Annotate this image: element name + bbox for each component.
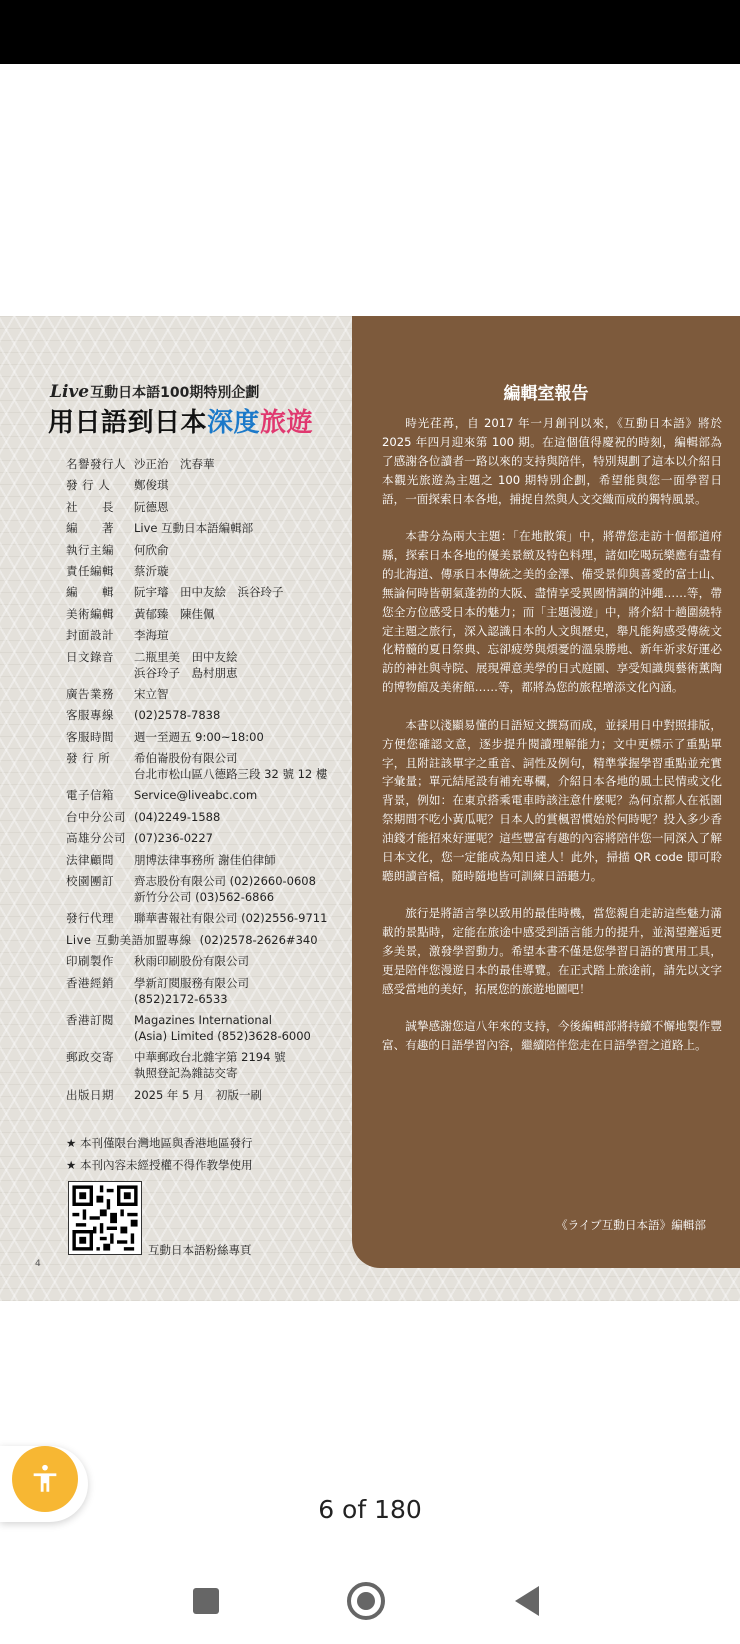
credit-label: Live 互動美語加盟專線: [66, 932, 192, 947]
credit-value-line: 齊志股份有限公司 (02)2660-0608: [134, 874, 316, 889]
logo-text: 互動日本語100期特別企劃: [90, 385, 260, 401]
credit-label: 編 輯: [66, 585, 114, 600]
credit-value-line: 學新訂閱服務有限公司: [134, 975, 249, 990]
credit-label: 校園團訂: [66, 874, 114, 889]
credit-row: [66, 787, 352, 803]
credit-label: 廣告業務: [66, 686, 114, 701]
page-number: 4: [35, 1259, 41, 1269]
triangle-back-icon: [515, 1586, 539, 1616]
credit-value: [134, 520, 352, 536]
credit-row: [66, 606, 352, 622]
title-part-1: 用日語到日本: [48, 408, 208, 438]
credit-label: 印刷製作: [66, 954, 114, 969]
credit-value-line: (Asia) Limited (852)3628-6000: [134, 1028, 311, 1043]
title-part-2: 深度: [207, 408, 261, 438]
credit-value: [134, 809, 352, 825]
note-copyright: ★ 本刊內容未經授權不得作教學使用: [66, 1158, 253, 1172]
credit-value-line: 宋立智: [134, 686, 169, 701]
nav-recents-button[interactable]: [181, 1576, 231, 1626]
credit-row: [66, 830, 352, 846]
credit-label: 社 長: [66, 499, 114, 514]
credit-value: [134, 499, 352, 515]
credit-value-line: Magazines International: [134, 1012, 272, 1027]
credit-row: [66, 910, 352, 926]
credit-label: 編 著: [66, 521, 114, 536]
notes: [66, 1132, 252, 1176]
editorial-panel: [352, 316, 740, 1268]
credit-label: 美術編輯: [66, 606, 114, 621]
credit-value: [134, 477, 352, 493]
credit-row: [66, 456, 352, 472]
credit-value-line: 蔡沂璇: [134, 563, 169, 578]
credits-list: [66, 456, 352, 1108]
credit-row: [66, 953, 352, 969]
credit-label: 台中分公司: [66, 809, 126, 824]
credit-value-line: 阮宇璿 田中友絵 浜谷玲子: [134, 585, 284, 600]
credit-label: 法律顧問: [66, 852, 114, 867]
credit-label: 日文錄音: [66, 649, 114, 664]
credit-value-line: 鄭俊琪: [134, 478, 169, 493]
credit-value: [134, 686, 352, 702]
credit-value-line: (07)236-0227: [134, 831, 213, 846]
credit-row: [66, 809, 352, 825]
credit-value: [134, 910, 352, 926]
credit-value: [134, 830, 352, 846]
credit-row: [66, 627, 352, 643]
credit-row: [66, 852, 352, 868]
credit-label: 客服專線: [66, 708, 114, 723]
credit-row: [66, 707, 352, 723]
credit-label: 郵政交寄: [66, 1050, 114, 1065]
credit-value: [134, 584, 352, 600]
credit-value-line: (02)2578-7838: [134, 708, 221, 723]
credit-row: [66, 750, 352, 782]
editorial-paragraph: 誠摯感謝您這八年來的支持，今後編輯部將持續不懈地製作豐富、有趣的日語學習內容，繼續陪伴您走在日語學習之道路上。: [382, 1019, 722, 1053]
credit-row: [66, 584, 352, 600]
qr-code-icon: [69, 1182, 141, 1254]
nav-home-button[interactable]: [341, 1576, 391, 1626]
qr-code: [68, 1181, 142, 1255]
colophon-column: [0, 316, 352, 1301]
credit-value: [134, 953, 352, 969]
credit-value-line: 朋博法律事務所 謝佳伯律師: [134, 852, 276, 867]
credit-label: 香港訂閱: [66, 1012, 114, 1027]
credit-value: [134, 750, 352, 782]
logo-line: [50, 382, 259, 402]
credit-label: 高雄分公司: [66, 831, 126, 846]
credit-row: [66, 932, 352, 948]
credit-value: [134, 563, 352, 579]
credit-value-line: (04)2249-1588: [134, 809, 221, 824]
credit-row: [66, 1012, 352, 1044]
credit-value-line: (02)2578-2626#340: [199, 932, 318, 947]
credit-value-line: 浜谷玲子 島村朋恵: [134, 665, 238, 680]
credit-value-line: 何欣俞: [134, 542, 169, 557]
credit-row: [66, 1087, 352, 1103]
credit-value-line: 李海瑄: [134, 628, 169, 643]
page-indicator: 6 of 180: [318, 1495, 422, 1524]
document-page: [0, 316, 740, 1301]
credit-row: [66, 1049, 352, 1081]
page-title: [48, 402, 313, 439]
credit-label: 發 行 所: [66, 751, 111, 766]
credit-row: [66, 873, 352, 905]
editorial-paragraph: 本書以淺顯易懂的日語短文撰寫而成，並採用日中對照排版，方便您確認文意，逐步提升閱讀理解能力；文中更標示了重點單字，且附註該單字之重音、詞性及例句，精準掌握學習重點並充實字彙量；單元結尾設有補充專欄，介紹日本各地的風土民情或文化背景，例如：在東京搭乘電車時該注意什麼呢？為何京都人在祇園祭期間不吃小黃瓜呢？日本人的賞楓習慣始於何時呢？投入多少香油錢才能招來好運呢？這些豐富有趣的內容將陪伴您一同深入了解日本文化，您一定能成為知日達人！此外，掃描 QR code 即可聆聽朗讀音檔，隨時隨地皆可訓練日語聽力。: [382, 717, 722, 883]
editorial-body: [382, 414, 722, 1074]
square-icon: [193, 1588, 219, 1614]
credit-value: [134, 1049, 352, 1081]
note-distribution: ★ 本刊僅限台灣地區與香港地區發行: [66, 1136, 253, 1150]
credit-value: [134, 707, 352, 723]
credit-value: [134, 456, 352, 472]
title-part-3: 旅遊: [260, 408, 314, 438]
credit-label: 執行主編: [66, 542, 114, 557]
credit-value-line: (852)2172-6533: [134, 991, 228, 1006]
credit-row: [66, 499, 352, 515]
credit-value-line: 沙正治 沈春華: [134, 457, 215, 471]
qr-label: 互動日本語粉絲專頁: [148, 1243, 252, 1257]
credit-row: [66, 477, 352, 493]
system-nav-bar: [0, 1560, 740, 1644]
credit-label: 發行代理: [66, 911, 114, 926]
credit-value-line: 二瓶里美 田中友絵: [134, 649, 238, 664]
credit-value-line: 希伯崙股份有限公司: [134, 751, 238, 766]
credit-value: [200, 932, 352, 948]
credit-row: [66, 542, 352, 558]
editorial-paragraph: 本書分為兩大主題：「在地散策」中，將帶您走訪十個都道府縣，探索日本各地的優美景緻及特色料理，諸如吃喝玩樂應有盡有的北海道、傳承日本傳統之美的金澤、備受景仰與喜愛的富士山、無論何時皆朝氣蓬勃的大阪、盡情享受異國情調的沖繩……等，帶您全方位感受日本的魅力；而「主題漫遊」中，將介紹十趟圍繞特定主題之旅行，深入認識日本的人文與歷史，舉凡能夠感受傳統文化精髓的夏日祭典、忘卻疲勞與煩憂的溫泉勝地、新年祈求好運必訪的神社與寺院、展現禪意美學的日式庭園、享受知識與藝術薰陶的博物館及美術館……等，都將為您的旅程增添文化內涵。: [382, 529, 722, 695]
credit-value-line: Service@liveabc.com: [134, 788, 258, 803]
credit-value: [134, 649, 352, 681]
credit-label: 名譽發行人: [66, 457, 126, 471]
credit-value-line: 中華郵政台北雜字第 2194 號: [134, 1050, 286, 1065]
editorial-title: 編輯室報告: [503, 384, 589, 404]
credit-value: [134, 975, 352, 1007]
credit-row: [66, 520, 352, 536]
credit-label: 責任編輯: [66, 563, 114, 578]
credit-value: [134, 606, 352, 622]
credit-row: [66, 563, 352, 579]
credit-row: [66, 729, 352, 745]
credit-value-line: 週一至週五 9:00~18:00: [134, 729, 264, 744]
credit-label: 香港經銷: [66, 975, 114, 990]
credit-value: [134, 873, 352, 905]
credit-label: 出版日期: [66, 1087, 114, 1102]
credit-value: [134, 627, 352, 643]
credit-value: [134, 1087, 352, 1103]
credit-value-line: 黃郁臻 陳佳佩: [134, 606, 215, 621]
credit-label: 封面設計: [66, 628, 114, 643]
editorial-paragraph: 時光荏苒，自 2017 年一月創刊以來，《互動日本語》將於 2025 年四月迎來第 100 期。在這個值得慶祝的時刻，編輯部為了感謝各位讀者一路以來的支持與陪伴，特別規劃了這本以介紹日本觀光旅遊為主題之 100 期特別企劃，希望能與您一面學習日語，一面探索日本各地，捕捉自然與人文交織而成的獨特風景。: [382, 416, 722, 506]
logo-mark: Live: [50, 382, 90, 402]
credit-row: [66, 649, 352, 681]
credit-row: [66, 975, 352, 1007]
credit-value: [134, 1012, 352, 1044]
editorial-signature: 《ライブ互動日本語》編輯部: [555, 1218, 706, 1232]
credit-value-line: 新竹分公司 (03)562-6866: [134, 890, 275, 905]
credit-value-line: 執照登記為雜誌交寄: [134, 1066, 238, 1081]
circle-icon: [347, 1582, 385, 1620]
editorial-paragraph: 旅行是將語言學以致用的最佳時機，當您親自走訪這些魅力滿載的景點時，定能在旅途中感受到語言能力的提升，並渴望邂逅更多美景，激發學習動力。希望本書不僅是您學習日語的實用工具，更是陪伴您漫遊日本的最佳導覽。在正式踏上旅途前，請先以文字感受當地的美好，拓展您的旅遊地圖吧！: [382, 906, 722, 996]
credit-value-line: 阮德恩: [134, 499, 169, 514]
credit-label: 電子信箱: [66, 788, 114, 803]
credit-value: [134, 852, 352, 868]
status-bar: [0, 0, 740, 64]
credit-row: [66, 686, 352, 702]
credit-value: [134, 787, 352, 803]
nav-back-button[interactable]: [502, 1576, 552, 1626]
credit-label: 發 行 人: [66, 478, 111, 493]
credit-label: 客服時間: [66, 729, 114, 744]
credit-value: [134, 542, 352, 558]
credit-value-line: 秋雨印刷股份有限公司: [134, 954, 249, 969]
credit-value: [134, 729, 352, 745]
credit-value-line: 聯華書報社有限公司 (02)2556-9711: [134, 911, 328, 926]
credit-value-line: 台北市松山區八德路三段 32 號 12 樓: [134, 767, 328, 782]
credit-value-line: 2025 年 5 月 初版一刷: [134, 1087, 263, 1102]
credit-value-line: Live 互動日本語編輯部: [134, 521, 254, 536]
accessibility-icon: [28, 1462, 62, 1496]
